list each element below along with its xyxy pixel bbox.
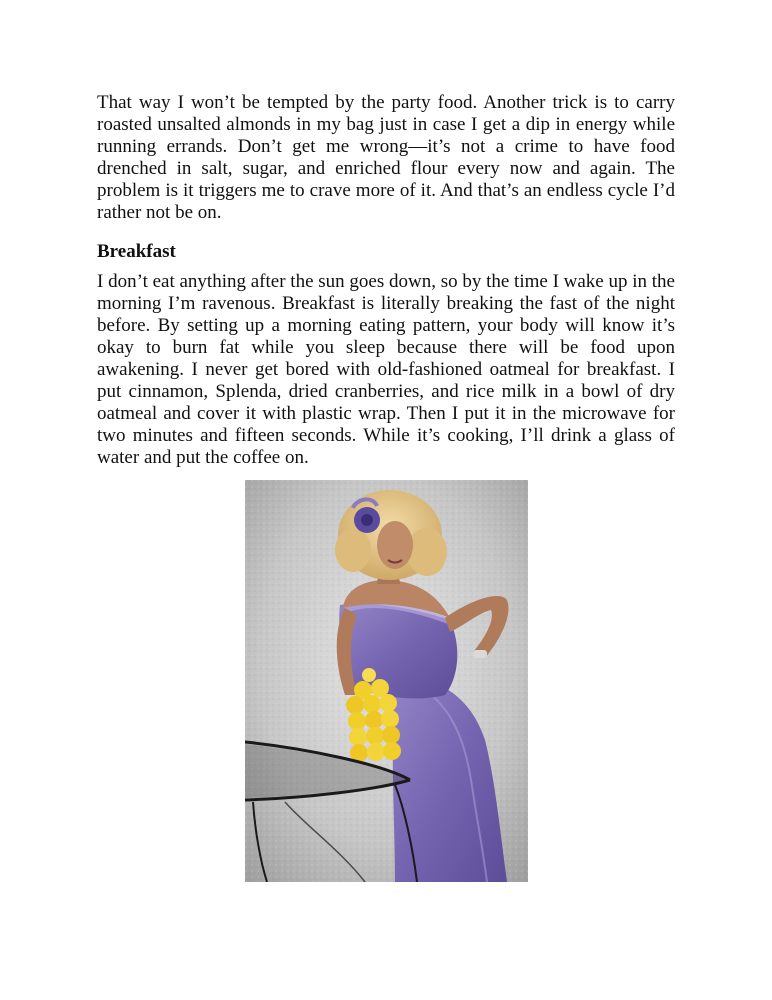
body-paragraph: That way I won’t be tempted by the party food. Another trick is to carry roasted unsalted almonds in my bag just in case I get a dip in energy while running errands. Don’t get me wrong—it’s not a crime to have food drenched in salt, sugar, and enriched flour every now and again. The problem is it triggers me to crave more of it. And that’s an endless cycle I’d rather not be on. bbox=[97, 92, 675, 223]
photo-illustration bbox=[245, 480, 528, 882]
photograph bbox=[245, 480, 528, 882]
section-heading: Breakfast bbox=[97, 241, 176, 262]
body-paragraph: I don’t eat anything after the sun goes down, so by the time I wake up in the morning I’m ravenous. Breakfast is literally breaking the fast of the night before. By setting up a morning eating pattern, your body will know it’s okay to burn fat while you sleep because there will be food upon awakening. I never get bored with old-fashioned oatmeal for breakfast. I put cinnamon, Splenda, dried cranberries, and rice milk in a bowl of dry oatmeal and cover it with plastic wrap. Then I put it in the microwave for two minutes and fifteen seconds. While it’s cooking, I’ll drink a glass of water and put the coffee on. bbox=[97, 271, 675, 468]
